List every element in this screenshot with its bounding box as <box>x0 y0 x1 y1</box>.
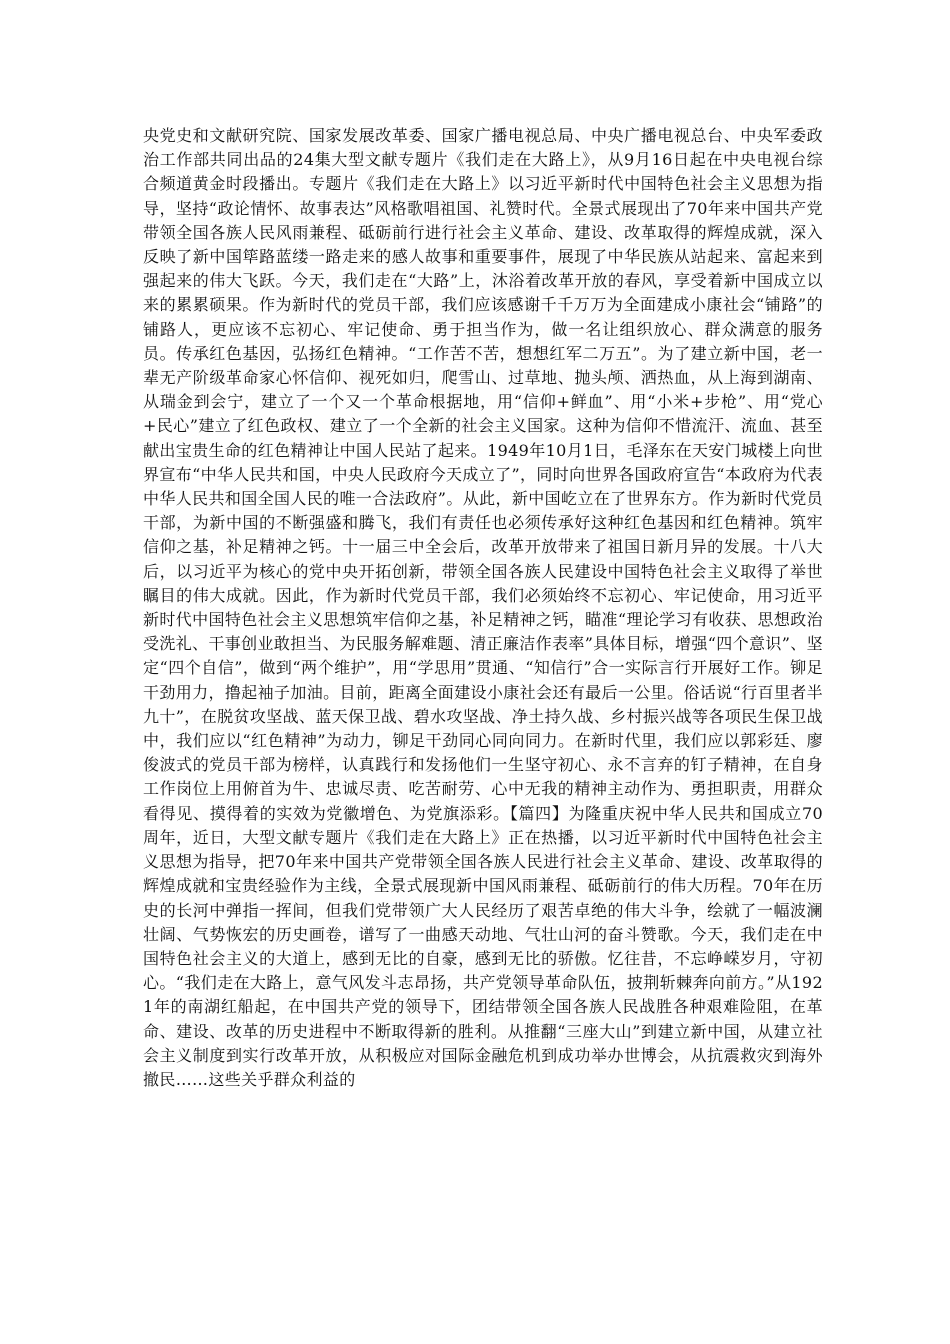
body-paragraph: 央党史和文献研究院、国家发展改革委、国家广播电视总局、中央广播电视总台、中央军委政治工作部共同出品的24集大型文献专题片《我们走在大路上》，从9月16日起在中央电视台综合频道黄金时段播出。专题片《我们走在大路上》以习近平新时代中国特色社会主义思想为指导，坚持“政论情怀、故事表达”风格歌唱祖国、礼赞时代。全景式展现出了70年来中国共产党带领全国各族人民风雨兼程、砥砺前行进行社会主义革命、建设、改革取得的辉煌成就，深入反映了新中国筚路蓝缕一路走来的感人故事和重要事件，展现了中华民族从站起来、富起来到强起来的伟大飞跃。今天，我们走在“大路”上，沐浴着改革开放的春风，享受着新中国成立以来的累累硕果。作为新时代的党员干部，我们应该感谢千千万万为全面建成小康社会“铺路”的铺路人，更应该不忘初心、牢记使命、勇于担当作为，做一名让组织放心、群众满意的服务员。传承红色基因，弘扬红色精神。“工作苦不苦，想想红军二万五”。为了建立新中国，老一辈无产阶级革命家心怀信仰、视死如归，爬雪山、过草地、抛头颅、洒热血，从上海到湖南、从瑞金到会宁，建立了一个又一个革命根据地，用“信仰+鲜血”、用“小米+步枪”、用“党心+民心”建立了红色政权、建立了一个全新的社会主义国家。这种为信仰不惜流汗、流血、甚至献出宝贵生命的红色精神让中国人民站了起来。1949年10月1日，毛泽东在天安门城楼上向世界宣布“中华人民共和国，中央人民政府今天成立了”，同时向世界各国政府宣告“本政府为代表中华人民共和国全国人民的唯一合法政府”。从此，新中国屹立在了世界东方。作为新时代党员干部，为新中国的不断强盛和腾飞，我们有责任也必须传承好这种红色基因和红色精神。筑牢信仰之基，补足精神之钙。十一届三中全会后，改革开放带来了祖国日新月异的发展。十八大后，以习近平为核心的党中央开拓创新，带领全国各族人民建设中国特色社会主义取得了举世瞩目的伟大成就。因此，作为新时代党员干部，我们必须始终不忘初心、牢记使命，用习近平新时代中国特色社会主义思想筑牢信仰之基，补足精神之钙，瞄准“理论学习有收获、思想政治受洗礼、干事创业敢担当、为民服务解难题、清正廉洁作表率”具体目标，增强“四个意识”、坚定“四个自信”，做到“两个维护”，用“学思用”贯通、“知信行”合一实际言行开展好工作。铆足干劲用力，撸起袖子加油。目前，距离全面建设小康社会还有最后一公里。俗话说“行百里者半九十”，在脱贫攻坚战、蓝天保卫战、碧水攻坚战、净土持久战、乡村振兴战等各项民生保卫战中，我们应以“红色精神”为动力，铆足干劲同心同向同力。在新时代里，我们应以郭彩廷、廖俊波式的党员干部为榜样，认真践行和发扬他们一生坚守初心、永不言弃的钉子精神，在自身工作岗位上用俯首为牛、忠诚尽责、吃苦耐劳、心中无我的精神主动作为、勇担职责，用群众看得见、摸得着的实效为党徽增色、为党旗添彩。【篇四】为隆重庆祝中华人民共和国成立70周年，近日，大型文献专题片《我们走在大路上》正在热播，以习近平新时代中国特色社会主义思想为指导，把70年来中国共产党带领全国各族人民进行社会主义革命、建设、改革取得的辉煌成就和宝贵经验作为主线，全景式展现新中国风雨兼程、砥砺前行的伟大历程。70年在历史的长河中弹指一挥间，但我们党带领广大人民经历了艰苦卓绝的伟大斗争，绘就了一幅波澜壮阔、气势恢宏的历史画卷，谱写了一曲感天动地、气壮山河的奋斗赞歌。今天，我们走在中国特色社会主义的大道上，感到无比的自豪，感到无比的骄傲。忆往昔，不忘峥嵘岁月，守初心。“我们走在大路上，意气风发斗志昂扬，共产党领导革命队伍，披荆斩棘奔向前方。”从1921年的南湖红船起，在中国共产党的领导下，团结带领全国各族人民战胜各种艰难险阻，在革命、建设、改革的历史进程中不断取得新的胜利。从推翻“三座大山”到建立新中国，从建立社会主义制度到实行改革开放，从积极应对国际金融危机到成功举办世博会，从抗震救灾到海外撤民……这些关乎群众利益的 <box>143 126 823 1089</box>
